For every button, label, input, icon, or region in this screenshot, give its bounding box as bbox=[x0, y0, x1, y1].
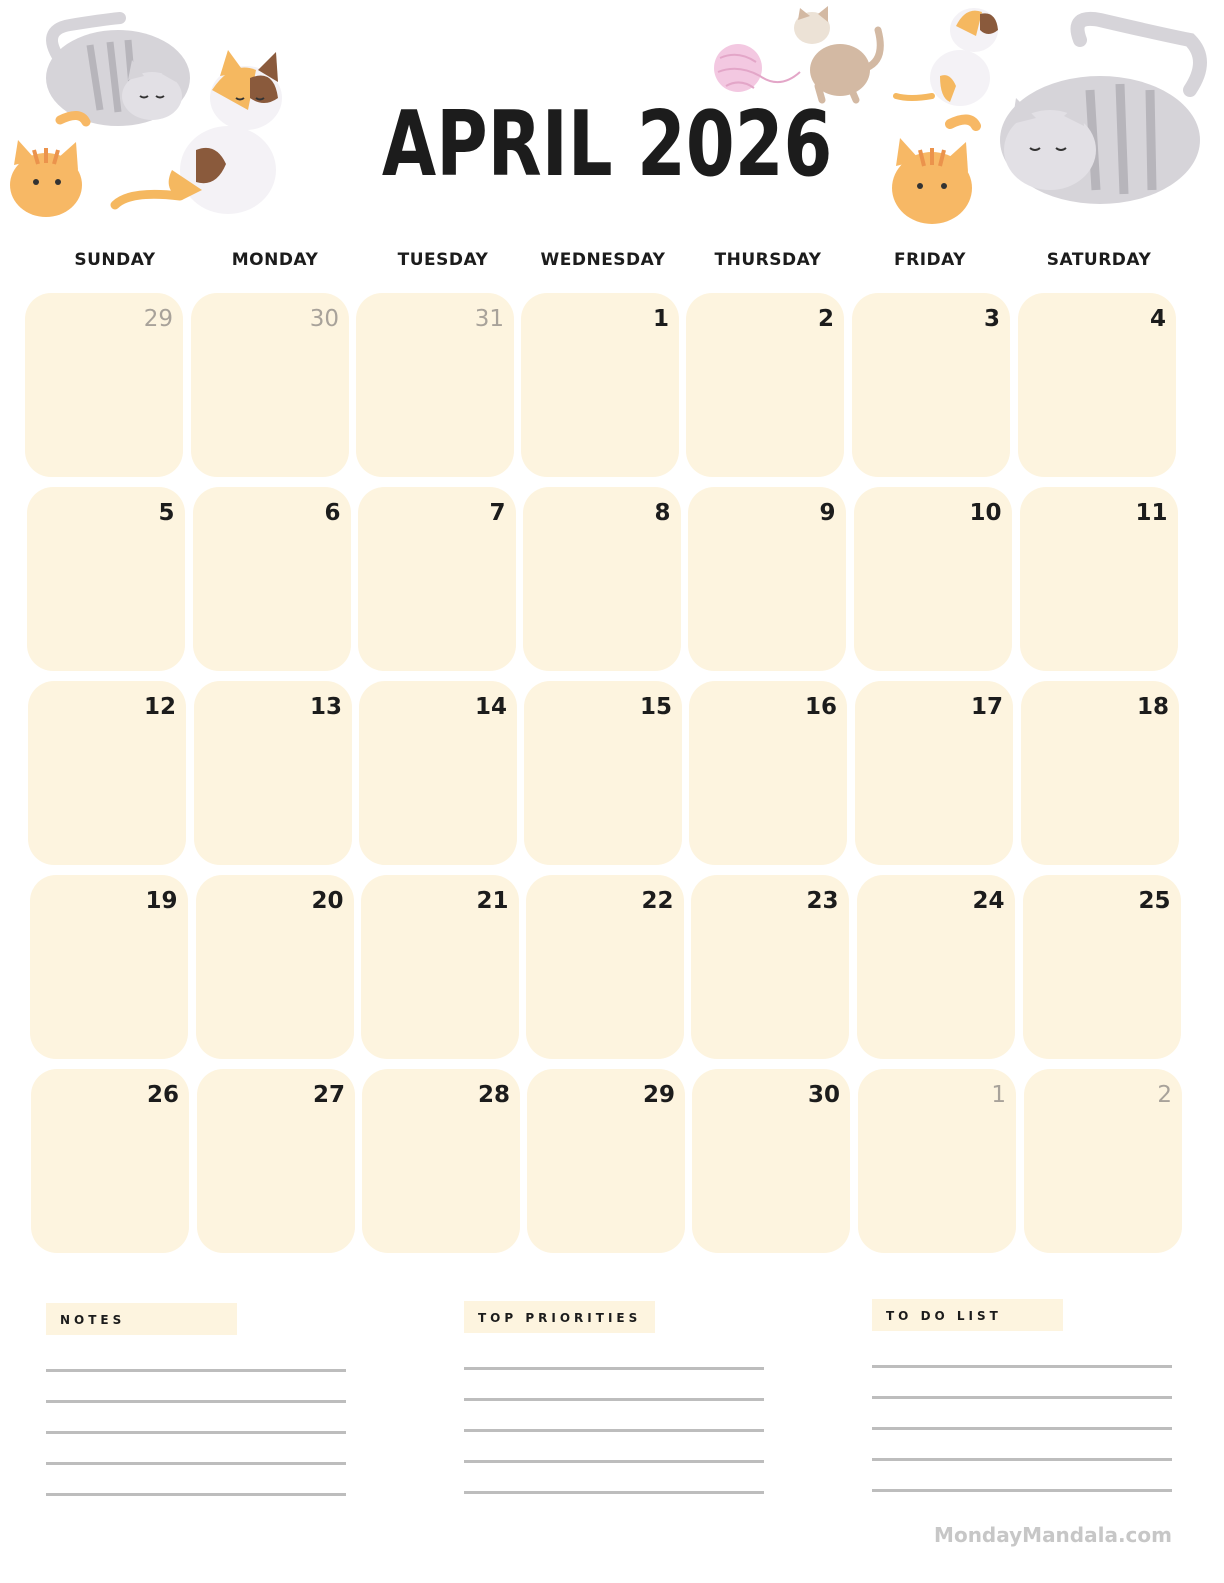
day-number: 8 bbox=[654, 500, 671, 526]
day-number: 16 bbox=[804, 694, 837, 720]
weekday-wednesday: WEDNESDAY bbox=[540, 250, 666, 270]
beige-cat-icon bbox=[794, 6, 880, 100]
day-cell[interactable] bbox=[191, 293, 349, 477]
day-number: 5 bbox=[158, 500, 175, 526]
day-number: 30 bbox=[309, 306, 339, 332]
weekday-monday: MONDAY bbox=[231, 250, 319, 270]
notes-label: NOTES bbox=[60, 1313, 126, 1327]
day-number: 13 bbox=[309, 694, 342, 720]
day-number: 3 bbox=[983, 306, 1000, 332]
day-cell[interactable] bbox=[691, 875, 849, 1059]
day-cell[interactable] bbox=[28, 681, 186, 865]
day-number: 29 bbox=[642, 1082, 675, 1108]
todo-section bbox=[872, 1299, 1174, 1499]
yarn-ball-icon bbox=[714, 44, 800, 92]
day-cell[interactable] bbox=[524, 681, 682, 865]
day-cell[interactable] bbox=[852, 293, 1010, 477]
day-number: 30 bbox=[807, 1082, 840, 1108]
day-number: 20 bbox=[311, 888, 344, 914]
day-cell[interactable] bbox=[193, 487, 351, 671]
day-cell[interactable] bbox=[27, 487, 185, 671]
day-number: 17 bbox=[970, 694, 1003, 720]
priorities-line[interactable] bbox=[464, 1398, 764, 1401]
weekday-tuesday: TUESDAY bbox=[397, 250, 489, 270]
notes-line[interactable] bbox=[46, 1400, 346, 1403]
day-number: 1 bbox=[991, 1082, 1006, 1108]
priorities-label: TOP PRIORITIES bbox=[478, 1311, 642, 1325]
day-number: 26 bbox=[146, 1082, 179, 1108]
day-cell[interactable] bbox=[686, 293, 844, 477]
day-number: 11 bbox=[1135, 500, 1168, 526]
day-cell[interactable] bbox=[1023, 875, 1181, 1059]
day-number: 18 bbox=[1136, 694, 1169, 720]
day-cell[interactable] bbox=[1018, 293, 1176, 477]
todo-line[interactable] bbox=[872, 1458, 1172, 1461]
weekday-header bbox=[25, 250, 1185, 276]
orange-kitten-icon bbox=[10, 115, 86, 217]
day-cell[interactable] bbox=[521, 293, 679, 477]
day-cell[interactable] bbox=[526, 875, 684, 1059]
day-number: 22 bbox=[641, 888, 674, 914]
day-number: 10 bbox=[969, 500, 1002, 526]
todo-line[interactable] bbox=[872, 1396, 1172, 1399]
day-number: 19 bbox=[145, 888, 178, 914]
priorities-line[interactable] bbox=[464, 1429, 764, 1432]
day-number: 21 bbox=[476, 888, 509, 914]
day-cell[interactable] bbox=[30, 875, 188, 1059]
day-cell[interactable] bbox=[31, 1069, 189, 1253]
day-cell[interactable] bbox=[855, 681, 1013, 865]
day-number: 28 bbox=[477, 1082, 510, 1108]
priorities-line[interactable] bbox=[464, 1367, 764, 1370]
todo-line[interactable] bbox=[872, 1489, 1172, 1492]
todo-line[interactable] bbox=[872, 1427, 1172, 1430]
day-cell[interactable] bbox=[196, 875, 354, 1059]
day-number: 31 bbox=[474, 306, 504, 332]
day-cell[interactable] bbox=[857, 875, 1015, 1059]
notes-line[interactable] bbox=[46, 1493, 346, 1496]
day-cell[interactable] bbox=[1020, 487, 1178, 671]
notes-line[interactable] bbox=[46, 1462, 346, 1465]
day-cell[interactable] bbox=[25, 293, 183, 477]
todo-line[interactable] bbox=[872, 1365, 1172, 1368]
day-number: 1 bbox=[652, 306, 669, 332]
day-number: 29 bbox=[143, 306, 173, 332]
weekday-saturday: SATURDAY bbox=[1046, 250, 1152, 270]
day-cell[interactable] bbox=[194, 681, 352, 865]
day-number: 24 bbox=[972, 888, 1005, 914]
day-cell[interactable] bbox=[523, 487, 681, 671]
weekday-thursday: THURSDAY bbox=[714, 250, 822, 270]
day-number: 2 bbox=[817, 306, 834, 332]
day-cell[interactable] bbox=[1024, 1069, 1182, 1253]
day-cell[interactable] bbox=[692, 1069, 850, 1253]
day-cell[interactable] bbox=[858, 1069, 1016, 1253]
notes-line[interactable] bbox=[46, 1369, 346, 1372]
day-cell[interactable] bbox=[197, 1069, 355, 1253]
day-cell[interactable] bbox=[359, 681, 517, 865]
day-cell[interactable] bbox=[361, 875, 519, 1059]
notes-section bbox=[46, 1303, 348, 1503]
day-cell[interactable] bbox=[358, 487, 516, 671]
day-cell[interactable] bbox=[688, 487, 846, 671]
day-cell[interactable] bbox=[1021, 681, 1179, 865]
todo-label: TO DO LIST bbox=[886, 1309, 1002, 1323]
day-number: 2 bbox=[1157, 1082, 1172, 1108]
day-number: 14 bbox=[474, 694, 507, 720]
weekday-sunday: SUNDAY bbox=[74, 250, 156, 270]
notes-line[interactable] bbox=[46, 1431, 346, 1434]
weekday-friday: FRIDAY bbox=[894, 250, 966, 270]
day-cell[interactable] bbox=[689, 681, 847, 865]
month-title: APRIL 2026 bbox=[381, 92, 833, 197]
day-number: 9 bbox=[819, 500, 836, 526]
day-number: 15 bbox=[639, 694, 672, 720]
day-number: 25 bbox=[1138, 888, 1171, 914]
day-number: 27 bbox=[312, 1082, 345, 1108]
day-cell[interactable] bbox=[356, 293, 514, 477]
priorities-line[interactable] bbox=[464, 1491, 764, 1494]
day-cell[interactable] bbox=[527, 1069, 685, 1253]
footer-brand[interactable]: MondayMandala.com bbox=[934, 1523, 1172, 1547]
priorities-section bbox=[464, 1301, 766, 1501]
priorities-line[interactable] bbox=[464, 1460, 764, 1463]
day-number: 4 bbox=[1149, 306, 1166, 332]
day-number: 12 bbox=[143, 694, 176, 720]
day-number: 6 bbox=[324, 500, 341, 526]
day-cell[interactable] bbox=[854, 487, 1012, 671]
day-number: 23 bbox=[806, 888, 839, 914]
day-cell[interactable] bbox=[362, 1069, 520, 1253]
day-number: 7 bbox=[489, 500, 506, 526]
